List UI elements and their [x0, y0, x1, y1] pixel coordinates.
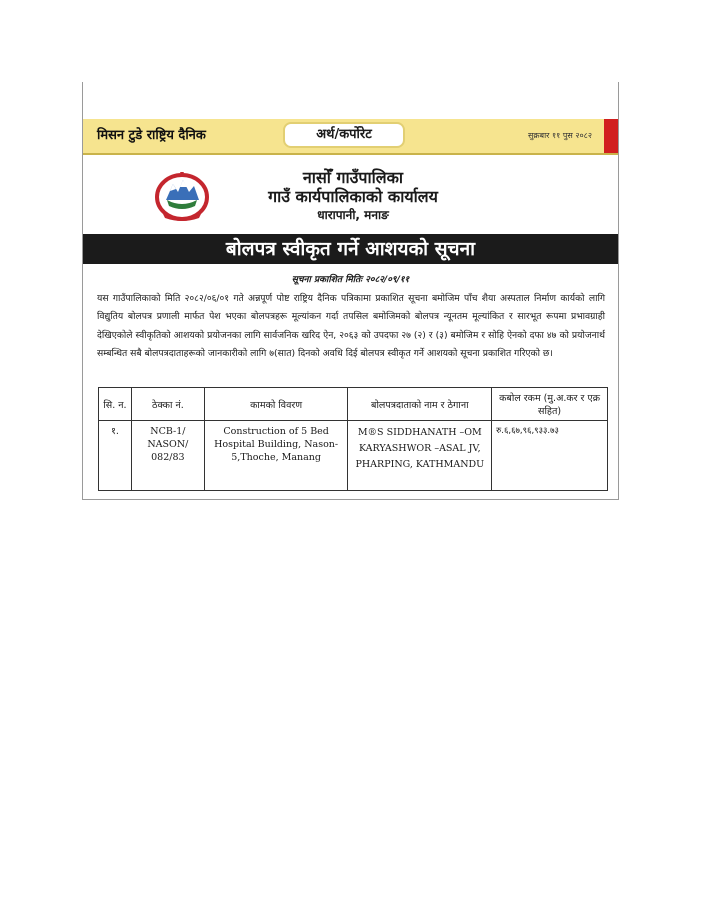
paper-name: मिसन टुडे राष्ट्रिय दैनिक: [97, 128, 206, 143]
cell-contract: NCB-1/ NASON/ 082/83: [131, 421, 204, 491]
section-label: अर्थ/कर्पोरेट: [283, 122, 405, 148]
notice-title: बोलपत्र स्वीकृत गर्ने आशयको सूचना: [83, 234, 618, 264]
header-bidder: बोलपत्रदाताको नाम र ठेगाना: [348, 388, 492, 421]
masthead: [83, 119, 618, 155]
bid-table: [98, 387, 608, 491]
date-page: सुक्रबार ११ पुस २०८२: [527, 131, 592, 140]
published-date: सूचना प्रकाशित मितिः २०८२/०९/११: [291, 275, 410, 285]
page-tab: [604, 119, 618, 153]
header-description: कामको विवरण: [204, 388, 348, 421]
cell-amount: रु.६,६७,९६,९३३.७३: [492, 421, 608, 491]
org-office: गाउँ कार्यपालिकाको कार्यालय: [268, 187, 438, 206]
org-address: धारापानी, मनाङ: [317, 208, 389, 222]
header-sn: सि. न.: [99, 388, 132, 421]
table-row: [99, 421, 608, 491]
nepal-emblem-icon: [153, 170, 211, 222]
notice-body: यस गाउँपालिकाको मिति २०८२/०६/०१ गते अन्नपूर्ण पोष्ट राष्ट्रिय दैनिक पत्रिकामा प्रकाशित सूचना बमोजिम पाँच शैया अस्पताल निर्माण कार्यको लागि विद्युतिय बोलपत्र प्रणाली मार्फत पेश भएका बोलपत्रहरू मूल्यांकन गर्दा तपसिल बमोजिमको बोलपत्र न्यूनतम मूल्यांकित र सारभूत रूपमा प्रभावग्राही देखिएकोले स्वीकृतिको आशयको प्रयोजनका लागि सार्वजनिक खरिद ऐन, २०६३ को उपदफा २७ (२) र (३) बमोजिम र सोहि ऐनको दफा ४७ को प्रयोजनार्थ सम्बन्धित सबै बोलपत्रदाताहरूको जानकारीको लागि ७(सात) दिनको अवधि दिई बोलपत्र स्वीकृत गर्ने आशयको सूचना प्रकाशित गरिएको छ।: [97, 293, 605, 360]
newspaper-clipping: [82, 82, 619, 500]
table-header-row: [99, 388, 608, 421]
cell-sn: १.: [99, 421, 132, 491]
organization-heading: [213, 168, 493, 223]
header-amount: कबोल रकम (मु.अ.कर र एक्र सहित): [492, 388, 608, 421]
cell-bidder: M®S SIDDHANATH –OM KARYASHWOR –ASAL JV, PHARPING, KATHMANDU: [348, 421, 492, 491]
org-name: नासोँ गाउँपालिका: [302, 168, 404, 187]
cell-description: Construction of 5 Bed Hospital Building, Nason-5,Thoche, Manang: [204, 421, 348, 491]
header-contract: ठेक्का नं.: [131, 388, 204, 421]
